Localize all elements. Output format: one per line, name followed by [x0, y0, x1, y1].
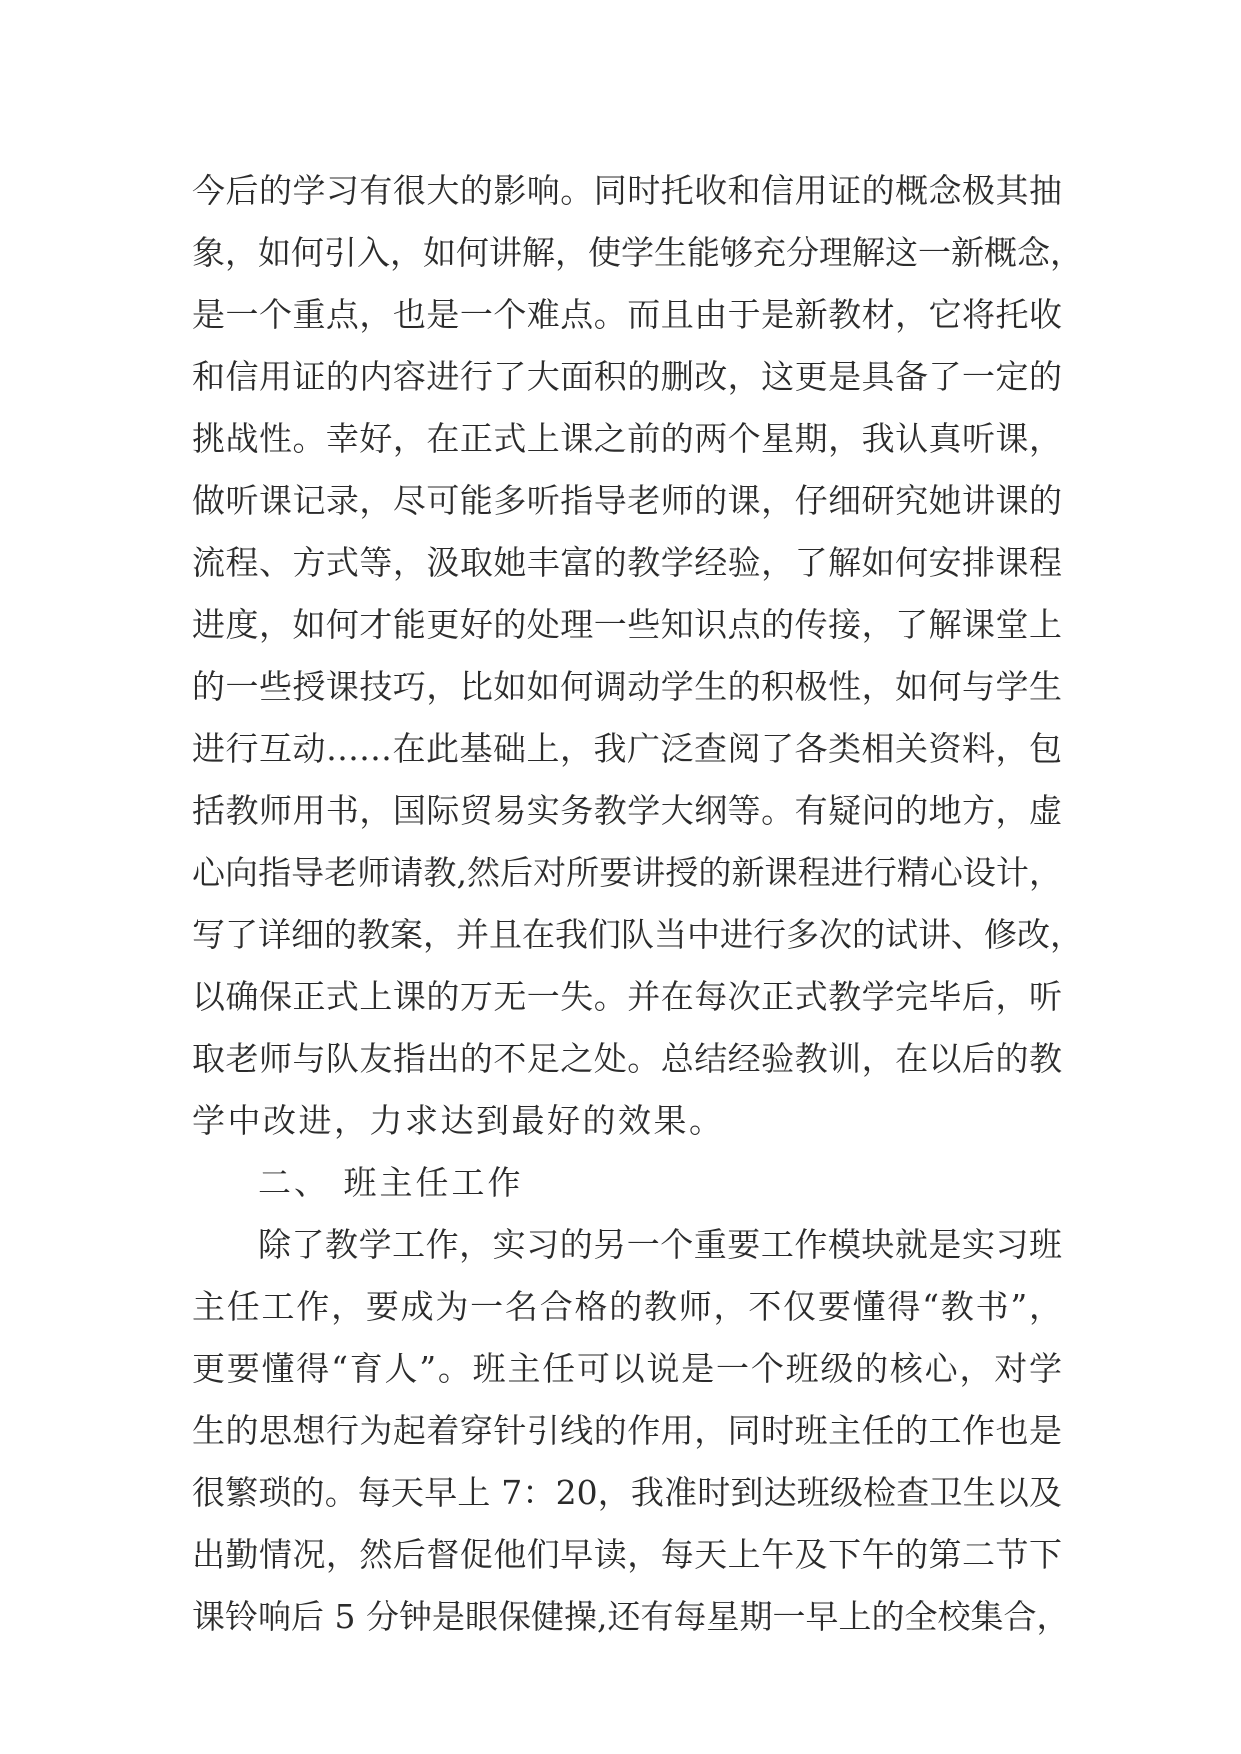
paragraph-line: 心向指导老师请教,然后对所要讲授的新课程进行精心设计， — [192, 853, 1062, 892]
paragraph-line: 更要懂得“育人”。班主任可以说是一个班级的核心，对学 — [192, 1349, 1062, 1388]
paragraph-line: 生的思想行为起着穿针引线的作用，同时班主任的工作也是 — [192, 1411, 1062, 1450]
paragraph-line: 进度，如何才能更好的处理一些知识点的传接，了解课堂上 — [192, 605, 1062, 644]
paragraph-line: 挑战性。幸好，在正式上课之前的两个星期，我认真听课， — [192, 419, 1062, 458]
paragraph-line: 取老师与队友指出的不足之处。总结经验教训，在以后的教 — [192, 1039, 1062, 1078]
paragraph-line: 做听课记录，尽可能多听指导老师的课，仔细研究她讲课的 — [192, 481, 1062, 520]
paragraph-line: 今后的学习有很大的影响。同时托收和信用证的概念极其抽 — [192, 171, 1062, 210]
paragraph-line: 象，如何引入，如何讲解，使学生能够充分理解这一新概念， — [192, 233, 1083, 272]
paragraph-line: 出勤情况，然后督促他们早读，每天上午及下午的第二节下 — [192, 1535, 1062, 1574]
paragraph-line: 进行互动……在此基础上，我广泛查阅了各类相关资料，包 — [192, 729, 1062, 768]
paragraph-line: 和信用证的内容进行了大面积的删改，这更是具备了一定的 — [192, 357, 1062, 396]
section-heading: 二、 班主任工作 — [258, 1163, 524, 1202]
paragraph-line: 课铃响后 5 分钟是眼保健操,还有每星期一早上的全校集合， — [192, 1597, 1070, 1636]
paragraph-line: 的一些授课技巧，比如如何调动学生的积极性，如何与学生 — [192, 667, 1062, 706]
paragraph-line: 很繁琐的。每天早上 7：20，我准时到达班级检查卫生以及 — [192, 1473, 1062, 1512]
paragraph-line: 主任工作，要成为一名合格的教师，不仅要懂得“教书”， — [192, 1287, 1062, 1326]
paragraph-line: 流程、方式等，汲取她丰富的教学经验，了解如何安排课程 — [192, 543, 1062, 582]
paragraph-line: 写了详细的教案，并且在我们队当中进行多次的试讲、修改， — [192, 915, 1083, 954]
paragraph-line: 是一个重点，也是一个难点。而且由于是新教材，它将托收 — [192, 295, 1062, 334]
paragraph-line: 学中改进，力求达到最好的效果。 — [192, 1101, 725, 1140]
paragraph-line: 除了教学工作，实习的另一个重要工作模块就是实习班 — [258, 1225, 1062, 1264]
paragraph-line: 括教师用书，国际贸易实务教学大纲等。有疑问的地方，虚 — [192, 791, 1062, 830]
paragraph-line: 以确保正式上课的万无一失。并在每次正式教学完毕后，听 — [192, 977, 1062, 1016]
